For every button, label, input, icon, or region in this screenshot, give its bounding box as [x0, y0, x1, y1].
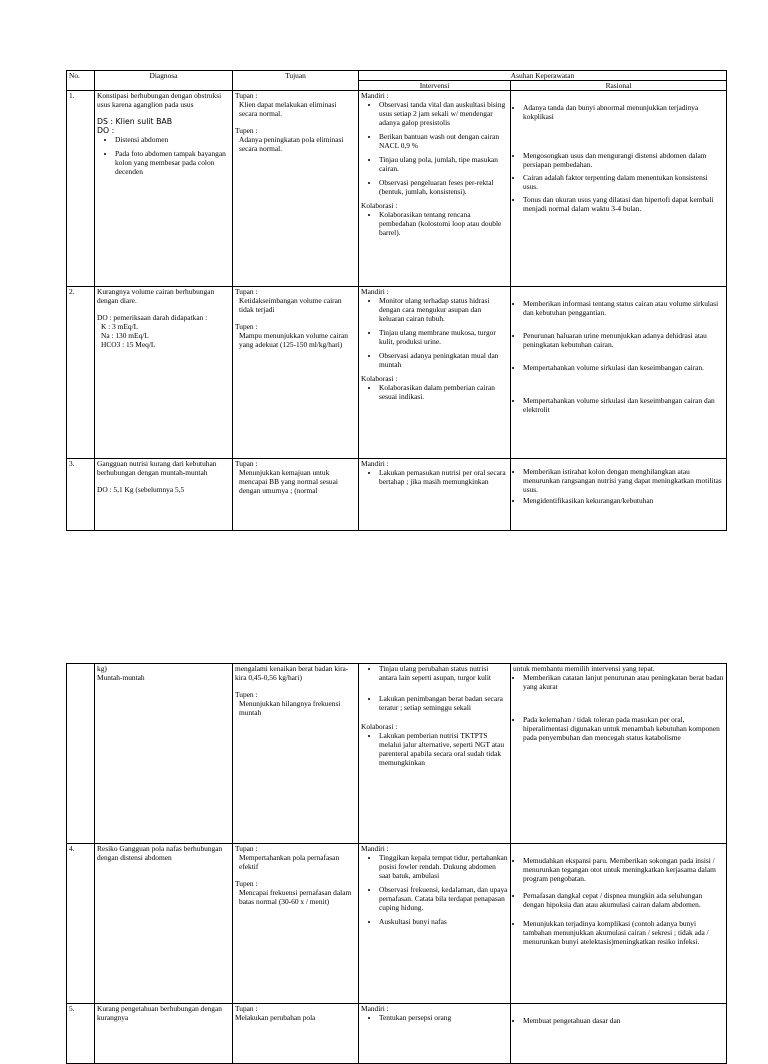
intervensi-cell [359, 844, 511, 1004]
list-item: • Kolaborasikan dalam pemberian cairan sesuai indikasi. [379, 383, 508, 401]
diagnosa-cell [95, 91, 233, 287]
rasional-cell [511, 459, 727, 531]
intervensi-cell [359, 1004, 511, 1064]
tujuan-cell [233, 287, 359, 459]
diagnosa-do: DO : pemeriksaan darah didapatkan : [97, 313, 208, 322]
rasional-cell [511, 844, 727, 1004]
tujuan-text: Mempertahankan pola pernafasan efektif [239, 853, 340, 871]
list-item: • Pernafasan dangkal cepat / dispnea mungkin ada seluhungan dengan hipoksia dan atau akumulasi cairan dalam abdomen. [523, 891, 724, 909]
list-item: • Adanya tanda dan bunyi abnormal menunjukkan terjadinya kokplikasi [523, 103, 724, 121]
row-number: 3. [67, 459, 95, 531]
diagnosa-title: Kurangnya volume cairan berhubungan dengan diare. [97, 287, 215, 305]
rasional-cell [511, 1004, 727, 1064]
row-number: 2. [67, 287, 95, 459]
list-item: • Monitor ulang terhadap status hidrasi dengan cara mengukur asupan dan keluaran cairan tubuh. [379, 296, 508, 323]
list-item: • Auskultasi bunyi nafas [379, 917, 508, 926]
diagnosa-title: Gangguan nutrisi kurang dari kebutuhan berhubungan dengan muntah-muntah [97, 459, 217, 477]
kolaborasi-label: Kolaborasi : [361, 374, 398, 383]
list-item: • Pada foto abdomen tampak bayangan kolon yang membesar pada colon decenden [115, 149, 230, 176]
diagnosa-cell [95, 287, 233, 459]
row-number: 5. [67, 1004, 95, 1064]
list-item: • Tinjau ulang perubahan status nutrisi antara lain seperti asupan, turgor kulit [379, 664, 508, 682]
rasional-cell [511, 664, 727, 844]
diagnosa-cell [95, 459, 233, 531]
list-item: • Observasi frekuensi, kedalaman, dan upaya pernafasan. Catata bila terdapat penapasan cuping hidung. [379, 885, 508, 912]
page-1 [66, 70, 726, 531]
mandiri-label: Mandiri : [361, 287, 389, 296]
row-number: 1. [67, 91, 95, 287]
rasional-cell [511, 287, 727, 459]
diagnosa-cell [95, 664, 233, 844]
lab-value: Na : 130 mEq/L [101, 331, 149, 340]
diagnosa-do: DO : [97, 126, 115, 135]
tujuan-cell [233, 844, 359, 1004]
diagnosa-title: Kurang pengetahuan berhubungan dengan kurangnya [97, 1004, 222, 1022]
header-tujuan: Tujuan [233, 71, 359, 91]
list-item: • Observasi pengeluaran feses per-rektal (bentuk, jumlah, konsistensi). [379, 178, 508, 196]
table-row [67, 844, 727, 1004]
tujuan-label: Tupen : [235, 322, 258, 331]
list-item: • Tinjau ulang membrane mukosa, turgor kulit, produksi urine. [379, 328, 508, 346]
table-row [67, 459, 727, 531]
list-item: • Cairan adalah faktor terpenting dalam menentukan konsistensi usus. [523, 173, 724, 191]
list-item: • Memberikan informasi tentang status cairan atau volume sirkulasi dan kebutuhan penggantian. [523, 299, 724, 317]
tujuan-text: Mencapai frekuensi pernafasan dalam batas normal (30-60 x / menit) [239, 888, 352, 906]
list-item: • Observasi adanya peningkatan mual dan muntah [379, 351, 508, 369]
header-no: No. [67, 71, 95, 91]
tujuan-text: Menunjukkan kemajuan untuk mencapai BB yang normal sesuai dengan umurnya ; (normal [239, 468, 338, 495]
header-intervensi: Intervensi [359, 81, 511, 91]
rasional-cell [511, 91, 727, 287]
tujuan-text: Menunjukkan hilangnya frekuensi muntah [239, 699, 341, 717]
list-item: • Distensi abdomen [115, 135, 230, 144]
diagnosa-line: Muntah-muntah [97, 673, 145, 682]
page-2 [66, 663, 726, 1064]
list-item: • Mempertahankan volume sirkulasi dan keseimbangan cairan. [523, 363, 724, 372]
header-asuhan: Asuhan Keperawatan [359, 71, 727, 81]
table-row [67, 664, 727, 844]
intervensi-cell [359, 287, 511, 459]
mandiri-label: Mandiri : [361, 91, 389, 100]
list-item: • Penurunan haluaran urine menunjukkan adanya dehidrasi atau peningkatan kebutuhan cairan. [523, 331, 724, 349]
row-number [67, 664, 95, 844]
list-item: • Mengidentifikasikan kekurangan/kebutuhan [523, 496, 724, 505]
mandiri-label: Mandiri : [361, 1004, 389, 1013]
list-item: • Membuat pengetahuan dasar dan [523, 1016, 724, 1025]
tujuan-label: Tupan : [235, 287, 258, 296]
row-number: 4. [67, 844, 95, 1004]
list-item: • Tonus dan ukuran usus yang dilatasi dan hipertofi dapat kembali menjadi normal dalam waktu 3-4 bulan. [523, 195, 724, 213]
list-item: • Mengosongkan usus dan mengurangi distensi abdomen dalam persiapan pembedahan. [523, 151, 724, 169]
list-item: • Berikan bantuan wash out dengan cairan NACL 0,9 % [379, 132, 508, 150]
intervensi-cell [359, 459, 511, 531]
diagnosa-line: kg) [97, 664, 107, 673]
list-item: • Memberikan catatan lanjut penurunan atau peningkatan berat badan yang akurat [523, 673, 724, 691]
rasional-text: untuk membantu memilih intervensi yang tepat. [513, 664, 655, 673]
tujuan-cell [233, 459, 359, 531]
tujuan-label: Tupan : [235, 459, 258, 468]
list-item: • Lakukan penimbangan berat badan secara teratur ; setiap seminggu sekali [379, 694, 508, 712]
tujuan-text: Mampu menunjukkan volume cairan yang adekuat (125-150 ml/kg/hari) [239, 331, 348, 349]
list-item: • Memudahkan ekspansi paru. Memberikan sokongan pada insisi / menurunkan tegangan otot untuk meningkatkan kerjasama dalam program pengobatan. [523, 856, 724, 883]
tujuan-text: Melakukan perubahan pola [235, 1013, 316, 1022]
intervensi-cell [359, 91, 511, 287]
mandiri-label: Mandiri : [361, 844, 389, 853]
diagnosa-title: Konstipasi berhubungan dengan obstruksi usus karena aganglion pada usus [97, 91, 222, 109]
tujuan-cell [233, 664, 359, 844]
list-item: • Menunjukkan terjadinya komplikasi (contoh adanya bunyi tambahan menunjukkan akumulasi cairan / sekresi ; tidak ada / menurunkan bunyi atelektasis)meningkatkan resiko infeksi. [523, 919, 724, 946]
lab-value: HCO3 : 15 Meq/L [101, 340, 156, 349]
care-plan-table-2 [66, 663, 727, 1064]
tujuan-text: Klien dapat melakukan eliminasi secara normal. [239, 100, 337, 118]
table-row [67, 1004, 727, 1064]
tujuan-cell [233, 91, 359, 287]
diagnosa-do: DO : 5,1 Kg (sebelumnya 5,5 [97, 485, 185, 494]
kolaborasi-label: Kolaborasi : [361, 722, 398, 731]
list-item: • Lakukan pemberian nutrisi TKTPTS melalui jalur alternative, seperti NGT atau parenteral apabila secara oral sudah tidak memungkinkan [379, 731, 508, 767]
tujuan-text: mengalami kenaikan berat badan kira-kira 0,45-0,56 kg/hari) [235, 664, 349, 682]
list-item: • Tinggikan kepala tempat tidur, pertahankan posisi fowler rendah. Dukung abdomen saat batuk, ambulasi [379, 853, 508, 880]
list-item: • Tentukan persepsi orang [379, 1013, 508, 1022]
tujuan-label: Tupen : [235, 690, 258, 699]
tujuan-cell [233, 1004, 359, 1064]
tujuan-label: Tupen : [235, 879, 258, 888]
list-item: • Observasi tanda vital dan auskultasi bising usus setiap 2 jam sekali w/ mendengar adanya galop presistolis [379, 100, 508, 127]
table-row [67, 287, 727, 459]
list-item: • Memberikan istirahat kolon dengan menghilangkan atau menurunkan rangsangan nutrisi yang dapat meningkatkan motilitas usus. [523, 467, 724, 494]
list-item: • Tinjau ulang pola, jumlah, tipe masukan cairan. [379, 155, 508, 173]
tujuan-label: Tupan : [235, 1004, 258, 1013]
kolaborasi-label: Kolaborasi : [361, 201, 398, 210]
list-item: • Lakukan pemasukan nutrisi per oral secara bertahap ; jika masih memungkinkan [379, 468, 508, 486]
diagnosa-cell [95, 1004, 233, 1064]
tujuan-text: Adanya peningkatan pola eliminasi secara normal. [239, 135, 344, 153]
header-diagnosa: Diagnosa [95, 71, 233, 91]
diagnosa-ds: DS : Klien sulit BAB [97, 117, 173, 126]
diagnosa-title: Resiko Gangguan pola nafas berhubungan dengan distensi abdomen [97, 844, 223, 862]
header-rasional: Rasional [511, 81, 727, 91]
intervensi-cell [359, 664, 511, 844]
tujuan-label: Tupan : [235, 91, 258, 100]
diagnosa-cell [95, 844, 233, 1004]
header-row [67, 71, 727, 81]
list-item: • Mempertahankan volume sirkulasi dan keseimbangan cairan dan elektrolit [523, 396, 724, 414]
care-plan-table-1 [66, 70, 727, 531]
list-item: • Kolaborasikan tentang rencana pembedahan (kolostomi loop atau double barrel). [379, 210, 508, 237]
table-row [67, 91, 727, 287]
tujuan-text: Ketidakseimbangan volume cairan tidak terjadi [239, 296, 342, 314]
tujuan-label: Tupan : [235, 844, 258, 853]
list-item: • Pada kelemahan / tidak toleran pada masukan per oral, hiperalimentasi digunakan untuk menambah kebutuhan komponen pada penyembuhan dan mencegah status katabolisme [523, 715, 724, 742]
mandiri-label: Mandiri : [361, 459, 389, 468]
tujuan-label: Tupen : [235, 126, 258, 135]
lab-value: K : 3 mEq/L [101, 322, 139, 331]
